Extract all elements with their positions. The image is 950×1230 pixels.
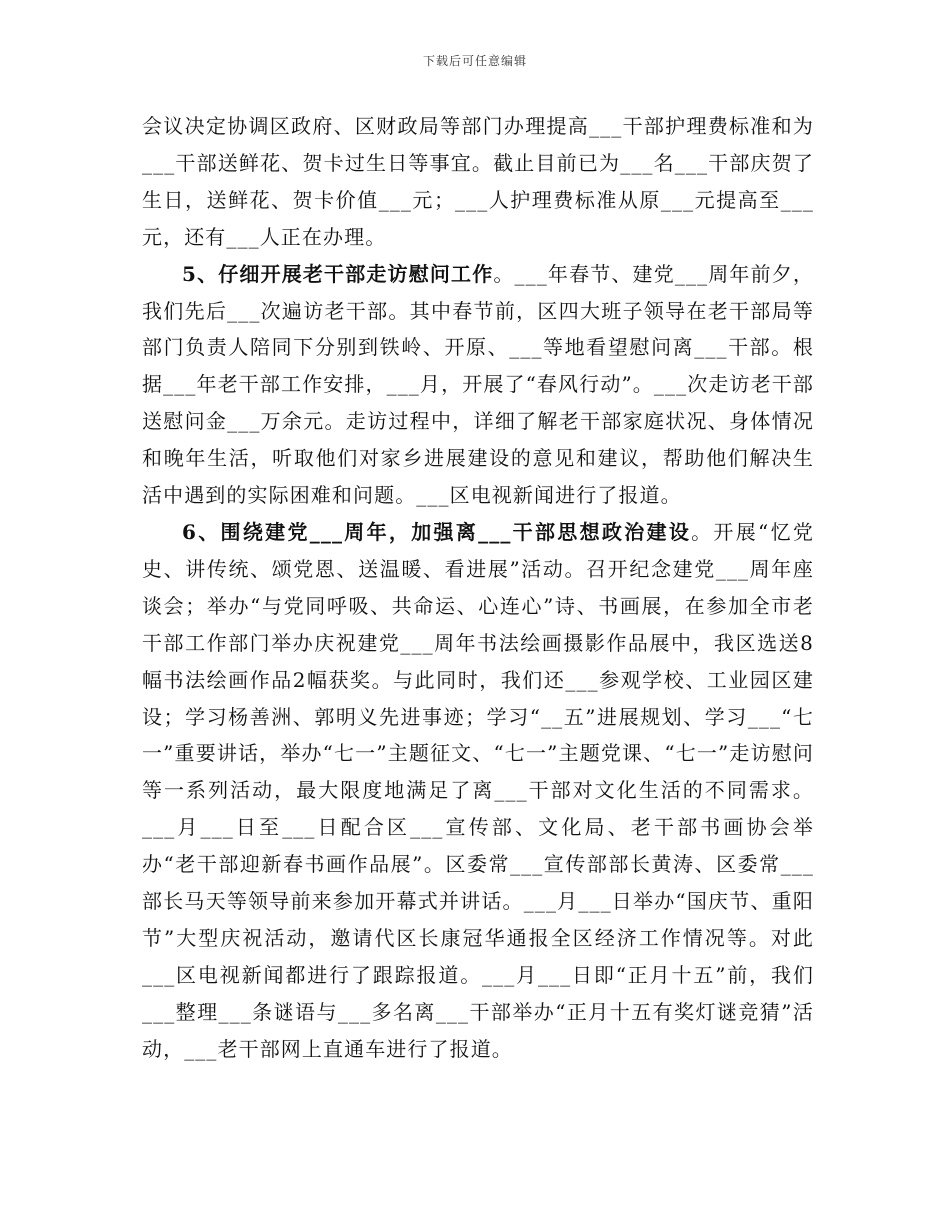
paragraph-2 <box>142 256 814 514</box>
paragraph-3 <box>142 514 814 1068</box>
paragraph-heading: 6、围绕建党___周年，加强离___干部思想政治建设 <box>182 519 692 544</box>
paragraph-text: 。___年春节、建党___周年前夕，我们先后___次遍访老干部。其中春节前，区四大班子领导在老干部局等部门负责人陪同下分别到铁岭、开原、___等地看望慰问离___干部。根据___年老干部工作安排，___月，开展了“春风行动”。___次走访老干部送慰问金___万余元。走访过程中，详细了解老干部家庭状况、身体情况和晚年生活，听取他们对家乡进展建设的意见和建议，帮助他们解决生活中遇到的实际困难和问题。___区电视新闻进行了报道。 <box>142 261 814 508</box>
paragraph-1 <box>142 108 814 256</box>
paragraph-text: 会议决定协调区政府、区财政局等部门办理提高___干部护理费标准和为___干部送鲜花、贺卡过生日等事宜。截止目前已为___名___干部庆贺了生日，送鲜花、贺卡价值___元；___人护理费标准从原___元提高至___元，还有___人正在办理。 <box>142 114 814 249</box>
paragraph-text: 。开展“忆党史、讲传统、颂党恩、送温暖、看进展”活动。召开纪念建党___周年座谈会；举办“与党同呼吸、共命运、心连心”诗、书画展，在参加全市老干部工作部门举办庆祝建党___周年书法绘画摄影作品展中，我区选送8幅书法绘画作品2幅获奖。与此同时，我们还___参观学校、工业园区建设；学习杨善洲、郭明义先进事迹；学习“__五”进展规划、学习___“七一”重要讲话，举办“七一”主题征文、“七一”主题党课、“七一”走访慰问等一系列活动，最大限度地满足了离___干部对文化生活的不同需求。___月___日至___日配合区___宣传部、文化局、老干部书画协会举办“老干部迎新春书画作品展”。区委常___宣传部部长黄涛、区委常___部长马天等领导前来参加开幕式并讲话。___月___日举办“国庆节、重阳节”大型庆祝活动，邀请代区长康冠华通报全区经济工作情况等。对此___区电视新闻都进行了跟踪报道。___月___日即“正月十五”前，我们___整理___条谜语与___多名离___干部举办“正月十五有奖灯谜竞猜”活动，___老干部网上直通车进行了报道。 <box>142 519 814 1061</box>
document-body <box>142 108 814 1068</box>
paragraph-heading: 5、仔细开展老干部走访慰问工作 <box>182 261 494 286</box>
page-header: 下载后可任意编辑 <box>422 54 527 68</box>
